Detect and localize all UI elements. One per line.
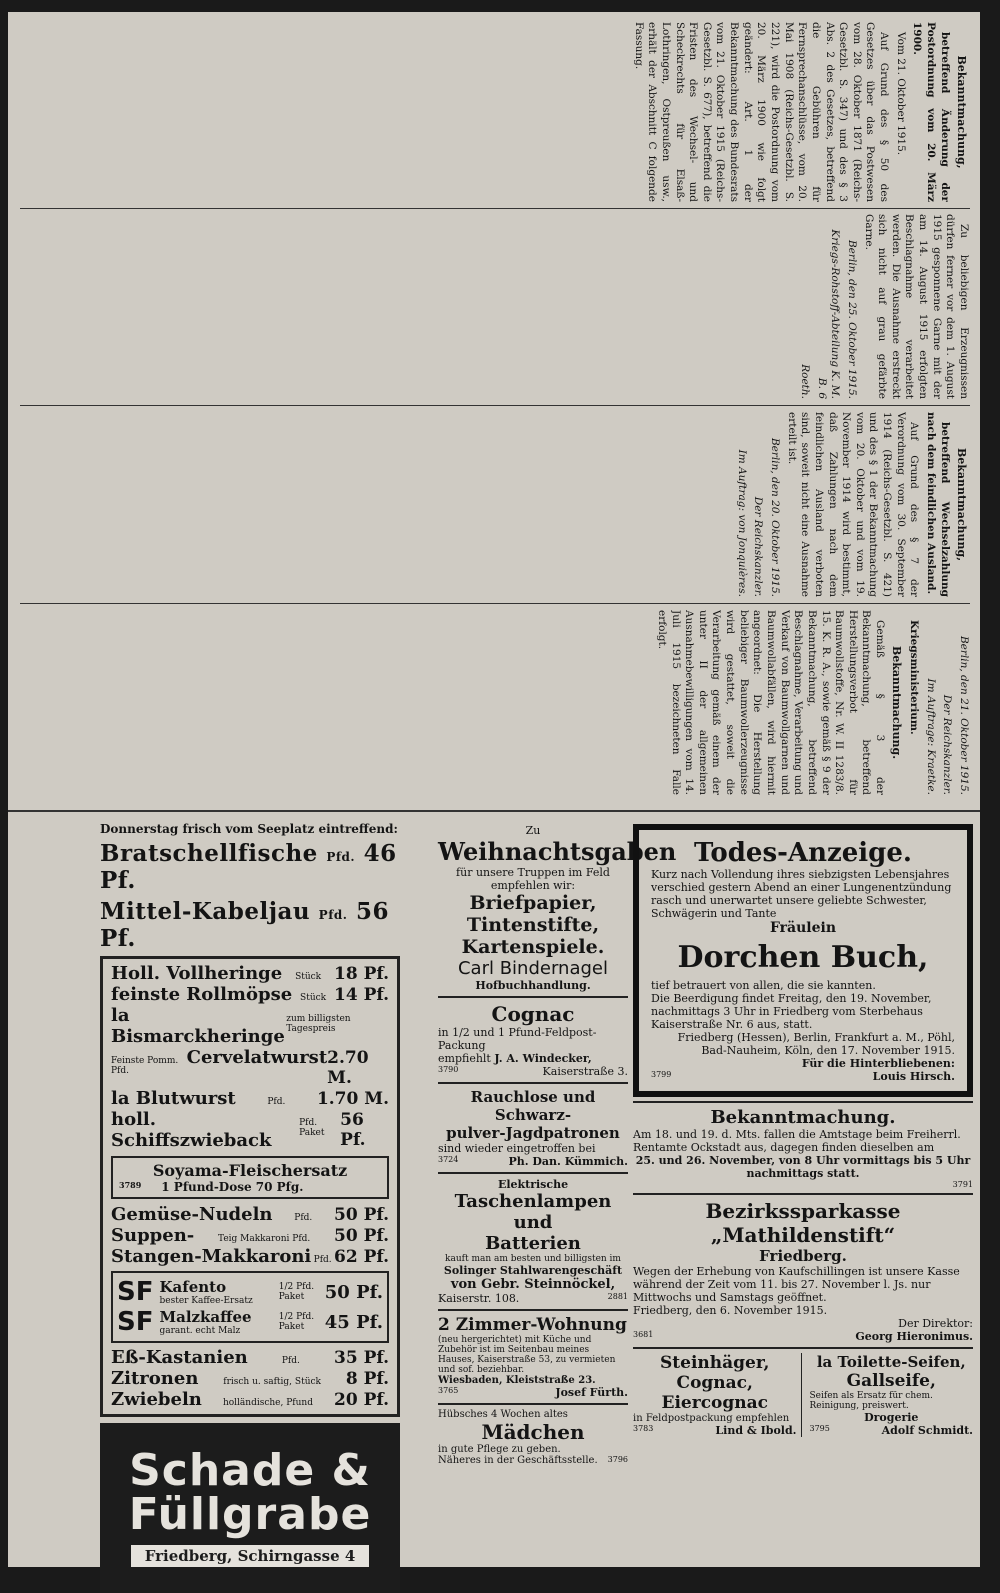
col1-date: Vom 21. Oktober 1915. xyxy=(894,32,907,156)
firm-bindernagel: Carl Bindernagel xyxy=(457,958,608,979)
maedchen-text-2: in gute Pflege zu geben. xyxy=(438,1444,561,1455)
jagd-title-1: Rauchlose und Schwarz- xyxy=(470,1088,596,1124)
sf-row: SF Kafento bester Kaffee-Ersatz 1/2 Pfd. Paket 50 Pf. xyxy=(117,1277,383,1307)
price-row: Gemüse-Nudeln Pfd. 50 Pf. xyxy=(111,1204,389,1225)
col1-proxy: Im Auftrage: Kraetke. xyxy=(924,678,937,795)
col3-title: Bekanntmachung, xyxy=(955,447,968,562)
seifen-ad: la Toilette-Seifen, Gallseife, Seifen als Ersatz für chem. Reinigung, preiswert. Drogerie 3795 Adolf Schmidt. xyxy=(809,1353,973,1437)
sf-row: SF Malzkaffee garant. echt Malz 1/2 Pfd. Paket 45 Pf. xyxy=(117,1307,383,1337)
todes-text-3: Die Beerdigung findet Freitag, den 19. November, nachmittags 3 Uhr in Friedberg vom Sterbehaus Kaiserstraße Nr. 6 aus, statt. xyxy=(651,992,932,1031)
todes-for: Für die Hinterbliebenen: xyxy=(801,1057,955,1070)
price-row: holl. Schiffszwieback Pfd. Paket 56 Pf. xyxy=(111,1109,366,1151)
col3-subtitle: betreffend Wechselzahlung nach dem feindlichen Ausland. xyxy=(925,412,951,597)
col1-subtitle: betreffend Änderung der Postordnung vom 20. März 1900. xyxy=(911,22,951,202)
product-kartenspiele: Kartenspiele. xyxy=(461,936,605,958)
elektr-shop: Solinger Stahlwarengeschäft xyxy=(443,1264,623,1277)
col4-proxy: Roeth. xyxy=(798,364,811,399)
weihnachtsgaben-title: Weihnachtsgaben xyxy=(438,837,677,866)
ad-schade-fuellgrabe xyxy=(100,822,400,1565)
steinhaeger-ad: Steinhäger, Cognac, Eiercognac in Feldpostpackung empfehlen 3783 Lind & Ibold. xyxy=(633,1353,802,1437)
ad-separator xyxy=(633,1193,973,1195)
sf-logo: SF xyxy=(117,1307,154,1337)
ads-middle-column: Zu Weihnachtsgaben für unsere Truppen im Feld empfehlen wir: Briefpapier, Tintenstifte, Kartenspiele. Carl Bindernagel Hofbuchhandlung. Cognac in 1/2 und 1 Pfund-Feldpost-Packung empfiehlt J. A. Windecker, 3790 Kaiserstraße 3. Rauchlose und Schwarz- pulver-Jagdpatronen sind wieder eingetroffen bei 3724 Ph. Dan. Kümmich. Elektrische Taschenlampen und Batterien kauft man am besten und billigsten im Solinger Stahlwarengeschäft von Gebr. Steinnöckel, Kaiserstr. 108. 2881 2 Zimmer-Wohnung (neu hergerichtet) mit Küche und Zubehör ist im Seitenbau meines Hauses, Kaiserstraße 53, zu vermieten und sof. beziehbar. Wiesbaden, Kleiststraße 23. 3765 Josef Fürth. Hübsches 4 Wochen altes Mädchen in gute Pflege zu geben. Näheres in der Geschäftsstelle. 3796 xyxy=(438,824,677,1466)
firm-bindernagel-sub: Hofbuchhandlung. xyxy=(475,979,591,992)
firm-name-1: Schade & xyxy=(129,1445,371,1496)
bek-num: 3791 xyxy=(952,1180,973,1189)
col1-bek: Bekanntmachung. xyxy=(890,645,904,760)
article-col-4 xyxy=(20,610,970,795)
elektr-title-3: Batterien xyxy=(485,1233,581,1254)
price-row: Eß-Kastanien Pfd. 35 Pf. xyxy=(111,1347,389,1368)
col-divider xyxy=(20,603,970,604)
wohnung-city: Wiesbaden, Kleiststraße 23. xyxy=(438,1375,596,1386)
price-row: feinste Rollmöpse Stück 14 Pf. xyxy=(111,984,389,1005)
jagd-text: sind wieder eingetroffen bei xyxy=(438,1142,596,1155)
col4-text: Zu beliebigen Erzeugnissen dürfen ferner vor dem 1. August 1915 gesponnene Garne mit der am 14. August 1915 erfolgten Beschlagnahme verarbeitet werden. Die Ausnahme erstreckt sich nicht auf grau gefärbte Garne. xyxy=(862,214,970,399)
col2-text: Gemäß § 3 der Bekanntmachung, betreffend Herstellungsverbot für Baumwollstoffe, Nr. W. II 1283/8. 15. K. R. A., sowie gemäß § 9 der Bekanntmachung, betreffend Beschlagnahme, Verarbeitung und Verkauf von Baumwollgarnen und Baumwollabfällen, wird hiermit angeordnet: Die Herstellung beliebiger Baumwollerzeugnisse wird gestattet, soweit die Verarbeitung gemäß einem der unter II der allgemeinen Ausnahmebewilligungen vom 14. Juli 1915 bezeichneten Falle erfolgt. xyxy=(655,610,887,795)
article-col-3 xyxy=(20,412,970,597)
elektr-title-2: Taschenlampen und xyxy=(454,1191,612,1233)
todes-fraeulein: Fräulein xyxy=(769,920,837,936)
bek-text: Am 18. und 19. d. Mts. fallen die Amtstage beim Freiherrl. Rentamte Ockstadt aus, dagegen finden dieselben am xyxy=(633,1128,961,1154)
sf-logo: SF xyxy=(117,1277,154,1307)
col-divider xyxy=(20,208,970,209)
col4-sign: Berlin, den 25. Oktober 1915. xyxy=(845,239,858,399)
jagd-title-2: pulver-Jagdpatronen xyxy=(446,1124,620,1142)
weihnachts-sub: für unsere Truppen im Feld xyxy=(456,866,610,879)
ad-separator xyxy=(633,1347,973,1349)
sf-box xyxy=(111,1271,389,1343)
zu-text: Zu xyxy=(525,824,541,837)
soyama-text: 1 Pfund-Dose 70 Pfg. xyxy=(161,1180,304,1194)
section-divider xyxy=(8,810,980,812)
firm-banner xyxy=(100,1423,400,1593)
article-col-2 xyxy=(20,214,970,399)
spk-role: Der Direktor: xyxy=(898,1317,973,1330)
price-box xyxy=(100,956,400,1417)
price-row: la Blutwurst Pfd. 1.70 M. xyxy=(111,1088,389,1109)
soyama-title: Soyama-Fleischersatz xyxy=(152,1161,348,1180)
elektr-firm: von Gebr. Steinnöckel, xyxy=(450,1277,616,1292)
spk-title: Bezirkssparkasse „Mathildenstift“ xyxy=(705,1199,901,1247)
col-divider xyxy=(20,405,970,406)
price-row: Holl. Vollheringe Stück 18 Pf. xyxy=(111,963,389,984)
col1-section: Kriegsministerium. xyxy=(908,620,921,735)
todes-text: Kurz nach Vollendung ihres siebzigsten Lebensjahres verschied gestern Abend an einer Lungenentzündung rasch und unerwartet unsere geliebte Schwester, Schwägerin und Tante xyxy=(651,868,952,920)
spk-city: Friedberg. xyxy=(759,1247,847,1265)
todes-anzeige: Todes-Anzeige. Kurz nach Vollendung ihres siebzigsten Lebensjahres verschied gestern Abend an einer Lungenentzündung rasch und unerwartet unsere geliebte Schwester, Schwägerin und Tante Fräulein Dorchen Buch, tief betrauert von allen, die sie kannten. Die Beerdigung findet Freitag, den 19. November, nachmittags 3 Uhr in Friedberg vom Sterbehaus Kaiserstraße Nr. 6 aus, statt. Friedberg (Hessen), Berlin, Frankfurt a. M., Pöhl, Bad-Nauheim, Köln, den 17. November 1915. Für die Hinterbliebenen: 3799 Louis Hirsch. xyxy=(633,824,973,1097)
item-bratschellfische: Bratschellfische Pfd. 46 Pf. xyxy=(100,840,397,894)
firm-name-2: Füllgrabe xyxy=(128,1489,372,1540)
product-tintenstifte: Tintenstifte, xyxy=(466,914,600,936)
weihnachts-sub2: empfehlen wir: xyxy=(490,879,576,892)
maedchen-title: Mädchen xyxy=(481,1420,585,1444)
col3-sign: Berlin, den 20. Oktober 1915. xyxy=(769,437,782,597)
spk-text: Wegen der Erhebung von Kaufschillingen ist unsere Kasse während der Zeit vom 11. bis 27. November l. Js. nur Mittwochs und Samstags geöffnet. xyxy=(633,1265,960,1304)
spk-date: Friedberg, den 6. November 1915. xyxy=(633,1304,828,1317)
price-row: Zitronen frisch u. saftig, Stück 8 Pf. xyxy=(111,1368,389,1389)
price-row: Stangen-Makkaroni Pfd. 62 Pf. xyxy=(111,1246,389,1267)
price-row: Feinste Pomm. Pfd. Cervelatwurst 2.70 M. xyxy=(111,1047,369,1088)
bek-bold: 25. und 26. November, von 8 Uhr vormittags bis 5 Uhr nachmittags statt. xyxy=(635,1154,971,1180)
ad-separator xyxy=(438,1172,628,1174)
ad-separator xyxy=(438,1082,628,1084)
col4-office: Kriegs-Rohstoff-Abteilung K. M. B. 6 xyxy=(815,229,842,399)
soyama-box xyxy=(111,1156,389,1199)
todes-title: Todes-Anzeige. xyxy=(694,838,912,868)
price-row: Suppen- Teig Makkaroni Pfd. 50 Pf. xyxy=(111,1225,389,1246)
bottom-ads xyxy=(633,1353,973,1437)
ad-header: Donnerstag frisch vom Seeplatz eintreffend: xyxy=(100,822,398,836)
ad-separator xyxy=(438,1403,628,1405)
wohnung-text: (neu hergerichtet) mit Küche und Zubehör ist im Seitenbau meines Hauses, Kaiserstraße 53, zu vermieten und sof. beziehbar. xyxy=(438,1335,616,1375)
wohnung-title: 2 Zimmer-Wohnung xyxy=(438,1315,627,1335)
article-col-1 xyxy=(20,22,970,202)
col3-text: Auf Grund des § 7 der Verordnung vom 30. September 1914 (Reichs-Gesetzbl. S. 421) und des § 1 der Bekanntmachung vom 20. Oktober und vom 19. November 1914 wird bestimmt, daß Zahlungen nach dem feindlichen Ausland verboten sind, soweit nicht eine Ausnahme erteilt ist. xyxy=(785,412,921,597)
elektr-text: kauft man am besten und billigsten im xyxy=(445,1254,621,1264)
col1-title: Bekanntmachung, xyxy=(955,55,968,169)
price-row: la Bismarckheringe zum billigsten Tagespreis xyxy=(111,1005,351,1047)
elektr-title: Elektrische xyxy=(497,1178,569,1191)
product-briefpapier: Briefpapier, xyxy=(469,892,597,914)
newspaper-page xyxy=(8,12,980,1567)
ad-separator xyxy=(438,1309,628,1311)
bek-title: Bekanntmachung. xyxy=(710,1107,896,1128)
col1-sign: Berlin, den 21. Oktober 1915. xyxy=(958,635,970,795)
rotated-text-block xyxy=(8,12,980,807)
todes-text-2: tief betrauert von allen, die sie kannten. xyxy=(651,979,876,992)
todes-name: Dorchen Buch, xyxy=(677,940,929,975)
ad-separator xyxy=(438,996,628,998)
price-row: Zwiebeln holländische, Pfund 20 Pf. xyxy=(111,1389,389,1410)
col3-proxy: Im Auftrag: von Jonquières. xyxy=(735,449,748,597)
ad-number: 3789 xyxy=(119,1180,142,1190)
ads-right-column: Todes-Anzeige. Kurz nach Vollendung ihres siebzigsten Lebensjahres verschied gestern Abend an einer Lungenentzündung rasch und unerwartet unsere geliebte Schwester, Schwägerin und Tante Fräulein Dorchen Buch, tief betrauert von allen, die sie kannten. Die Beerdigung findet Freitag, den 19. November, nachmittags 3 Uhr in Friedberg vom Sterbehaus Kaiserstraße Nr. 6 aus, statt. Friedberg (Hessen), Berlin, Frankfurt a. M., Pöhl, Bad-Nauheim, Köln, den 17. November 1915. Für die Hinterbliebenen: 3799 Louis Hirsch. Bekanntmachung. Am 18. und 19. d. Mts. fallen die Amtstage beim Freiherrl. Rentamte Ockstadt aus, dagegen finden dieselben am 25. und 26. November, von 8 Uhr vormittags bis 5 Uhr nachmittags statt. 3791 Bezirkssparkasse „Mathildenstift“ Friedberg. Wegen der Erhebung von Kaufschillingen ist unsere Kasse während der Zeit vom 11. bis 27. November l. Js. nur Mittwochs und Samstags geöffnet. Friedberg, den 6. November 1915. Der Direktor: 3681 Georg Hieronimus. Steinhäger, Cognac, Eiercognac in Feldpostpackung empfehlen 3783 Lind & Ibold. la Toilette-Seifen, Gallseife, Seifen als Ersatz für chem. Reinigung, preiswert. Drogerie 3795 Adolf Schmidt. xyxy=(633,824,973,1437)
col1-text: Auf Grund des § 50 des Gesetzes über das Postwesen vom 28. Oktober 1871 (Reichs-Gesetzbl. S. 347) und des § 3 Abs. 2 des Gesetzes, betreffend die Gebühren für Fernsprechanschlüsse, vom 20. Mai 1908 (Reichs-Gesetzbl. S. 221), wird die Postordnung vom 20. März 1900 wie folgt geändert: Art. 1 der Bekanntmachung des Bundesrats vom 21. Oktober 1915 (Reichs-Gesetzbl. S. 677), betreffend die Fristen des Wechsel- und Scheckrechts für Elsaß-Lothringen, Ostpreußen usw., erhält der Abschnitt C folgende Fassung. xyxy=(632,22,891,202)
firm-address: Friedberg, Schirngasse 4 xyxy=(131,1545,370,1567)
ad-separator xyxy=(633,1101,973,1103)
todes-place: Friedberg (Hessen), Berlin, Frankfurt a. M., Pöhl, Bad-Nauheim, Köln, den 17. November 1915. xyxy=(677,1031,955,1057)
cognac-title: Cognac xyxy=(491,1002,575,1026)
item-kabeljau: Mittel-Kabeljau Pfd. 56 Pf. xyxy=(100,898,389,952)
cognac-text: in 1/2 und 1 Pfund-Feldpost-Packung xyxy=(438,1026,597,1052)
maedchen-text: Hübsches 4 Wochen altes xyxy=(438,1409,568,1420)
col3-office: Der Reichskanzler. xyxy=(752,496,765,597)
col1-office: Der Reichskanzler. xyxy=(941,694,954,795)
rotated-articles xyxy=(8,12,980,807)
